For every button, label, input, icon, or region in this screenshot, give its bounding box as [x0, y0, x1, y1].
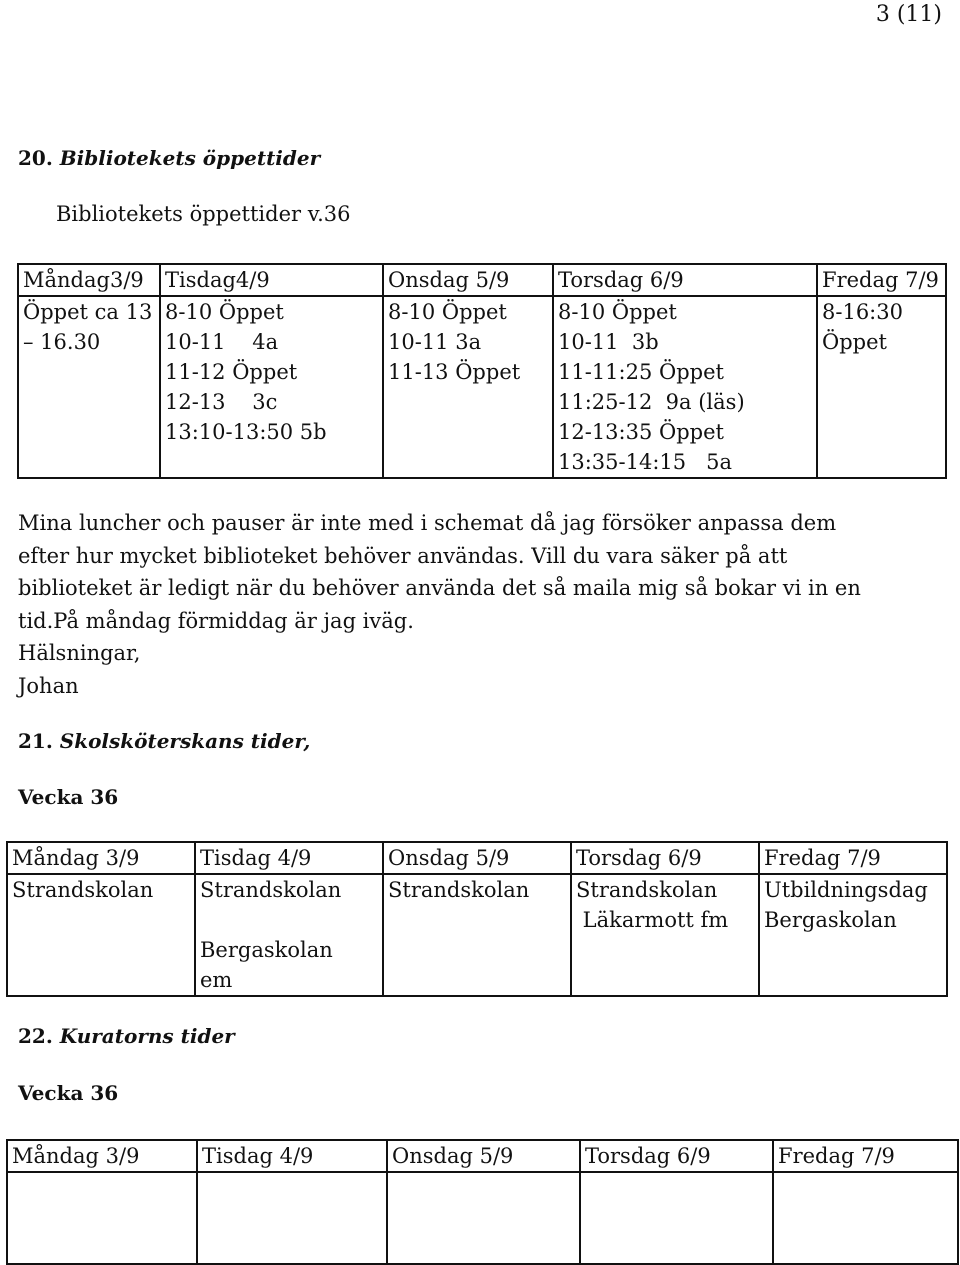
section-21-title: Skolsköterskans tider,: [59, 729, 311, 753]
cell-line: 10-11 3a: [388, 330, 482, 354]
cell-line: Strandskolan: [200, 878, 342, 902]
librarian-message: [18, 507, 948, 702]
library-header-mon: Måndag3/9: [18, 264, 160, 296]
cell-line: 12-13:35 Öppet: [558, 420, 724, 444]
counselor-hours-table: [6, 1139, 959, 1265]
section-22-week: Vecka 36: [18, 1081, 119, 1105]
table-header-row: [18, 264, 946, 296]
table-row: [18, 296, 946, 478]
cell-line: [200, 905, 378, 935]
table-header-row: [7, 1140, 958, 1172]
counselor-cell-thu: [580, 1172, 773, 1264]
library-header-fri: Fredag 7/9: [817, 264, 946, 296]
cell-line: 11:25-12 9a (läs): [558, 390, 745, 414]
nurse-header-mon: Måndag 3/9: [7, 842, 195, 874]
greeting: Hälsningar,: [18, 641, 141, 665]
cell-line: Strandskolan: [388, 878, 530, 902]
cell-line: Strandskolan: [12, 878, 154, 902]
cell-line: 10-11 4a: [165, 330, 279, 354]
counselor-header-mon: Måndag 3/9: [7, 1140, 197, 1172]
page-number: 3 (11): [875, 2, 942, 27]
section-20-number: 20.: [18, 146, 53, 170]
counselor-header-tue: Tisdag 4/9: [197, 1140, 387, 1172]
cell-line: Strandskolan: [576, 878, 718, 902]
library-cell-mon: [18, 296, 160, 478]
cell-line: Bergaskolan: [200, 938, 333, 962]
counselor-cell-tue: [197, 1172, 387, 1264]
cell-line: Utbildningsdag: [764, 878, 928, 902]
table-row: [7, 874, 947, 996]
library-cell-wed: [383, 296, 553, 478]
cell-line: 13:35-14:15 5a: [558, 450, 733, 474]
nurse-header-tue: Tisdag 4/9: [195, 842, 383, 874]
cell-line: 11-13 Öppet: [388, 360, 521, 384]
message-line: biblioteket är ledigt när du behöver använda det så maila mig så bokar vi in en: [18, 576, 861, 600]
cell-line: 11-11:25 Öppet: [558, 360, 724, 384]
nurse-header-thu: Torsdag 6/9: [571, 842, 759, 874]
nurse-hours-table: [6, 841, 948, 997]
cell-line: 10-11 3b: [558, 330, 659, 354]
library-header-wed: Onsdag 5/9: [383, 264, 553, 296]
nurse-cell-mon: [7, 874, 195, 996]
message-line: efter hur mycket biblioteket behöver användas. Vill du vara säker på att: [18, 543, 788, 568]
counselor-cell-mon: [7, 1172, 197, 1264]
library-cell-thu: [553, 296, 817, 478]
section-20-subtitle: Bibliotekets öppettider v.36: [56, 202, 351, 226]
nurse-header-fri: Fredag 7/9: [759, 842, 947, 874]
signature-name: Johan: [18, 673, 79, 698]
cell-line: 11-12 Öppet: [165, 360, 298, 384]
section-21-week: Vecka 36: [18, 785, 119, 809]
message-line: tid.På måndag förmiddag är jag iväg.: [18, 608, 414, 633]
library-cell-fri: [817, 296, 946, 478]
nurse-cell-tue: [195, 874, 383, 996]
cell-line: Öppet ca 13: [23, 300, 153, 324]
library-cell-tue: [160, 296, 383, 478]
table-row: [7, 1172, 958, 1264]
counselor-cell-fri: [773, 1172, 958, 1264]
cell-line: 8-10 Öppet: [558, 300, 677, 324]
section-22-number: 22.: [18, 1024, 53, 1048]
cell-line: 8-10 Öppet: [165, 300, 284, 324]
nurse-cell-fri: [759, 874, 947, 996]
table-header-row: [7, 842, 947, 874]
library-header-thu: Torsdag 6/9: [553, 264, 817, 296]
cell-line: em: [200, 968, 233, 992]
cell-line: Bergaskolan: [764, 908, 897, 932]
counselor-header-thu: Torsdag 6/9: [580, 1140, 773, 1172]
section-21-number: 21.: [18, 729, 53, 753]
counselor-header-wed: Onsdag 5/9: [387, 1140, 580, 1172]
section-22-heading: [18, 1024, 235, 1048]
message-line: Mina luncher och pauser är inte med i schemat då jag försöker anpassa dem: [18, 511, 837, 535]
cell-line: 13:10-13:50 5b: [165, 420, 327, 444]
section-21-heading: [18, 729, 310, 753]
library-header-tue: Tisdag4/9: [160, 264, 383, 296]
nurse-cell-wed: [383, 874, 571, 996]
counselor-cell-wed: [387, 1172, 580, 1264]
cell-line: 12-13 3c: [165, 390, 278, 414]
nurse-cell-thu: [571, 874, 759, 996]
cell-line: 8-16:30: [822, 300, 903, 324]
cell-line: – 16.30: [23, 330, 101, 354]
section-20-title: Bibliotekets öppettider: [59, 146, 321, 170]
cell-line: Öppet: [822, 330, 887, 354]
library-hours-table: [17, 263, 947, 479]
cell-line: Läkarmott fm: [576, 908, 729, 932]
section-20-heading: [18, 146, 320, 170]
section-22-title: Kuratorns tider: [59, 1024, 235, 1048]
nurse-header-wed: Onsdag 5/9: [383, 842, 571, 874]
counselor-header-fri: Fredag 7/9: [773, 1140, 958, 1172]
cell-line: 8-10 Öppet: [388, 300, 507, 324]
